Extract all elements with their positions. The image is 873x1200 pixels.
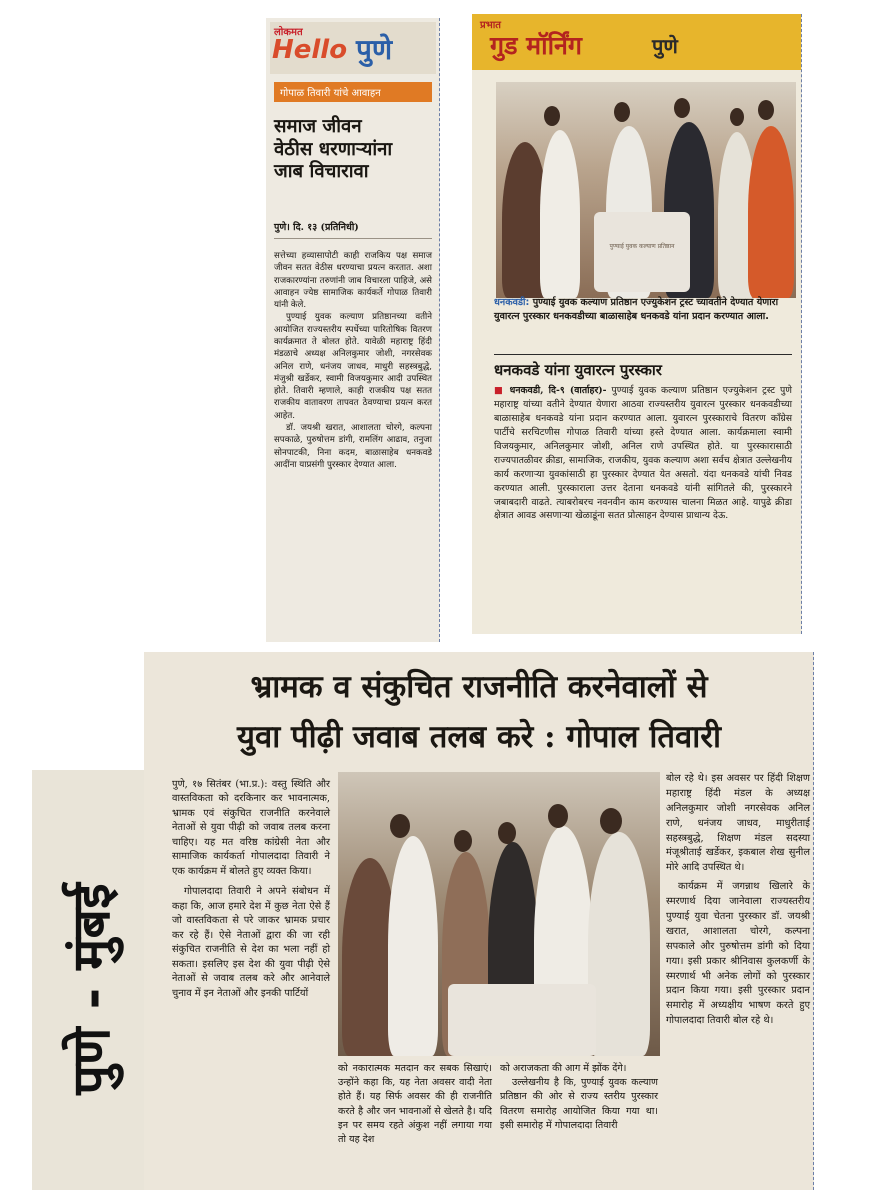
caption-text: पुण्याई युवक कल्याण प्रतिष्ठान एज्युकेशन ट्रस्ट च्यावतीने देण्यात येणारा युवारत्न पुरस्कार धनकवडीच्या बाळासाहेब धनकवडे यांना प्रदान करण्यात आला.: [494, 297, 779, 322]
caption-place: धनकवडी:: [494, 297, 530, 308]
hindi-col1-paragraph-2: गोपालदादा तिवारी ने अपने संबोधन में कहा कि, आज हमारे देश में कुछ नेता ऐसे हैं जो वास्तविकता से परे जाकर भ्रामक प्रचार कर रहे हैं। ऐसे नेताओं द्वारा की जा रही संकुचित राजनीति से देश का भला नहीं हो सकता। इसलिए इस देश की युवा पीढ़ी ऐसे नेताओं से जवाब तलब करे और आनेवाले चुनाव में इन नेताओं और इनकी पार्टियों: [172, 886, 330, 999]
prabhat-body-text: पुण्याई युवक कल्याण प्रतिष्ठान एज्युकेशन ट्रस्ट पुणे महाराष्ट्र यांच्या वतीने देण्यात येणारा आठवा राज्यस्तरीय युवारत्न पुरस्कार धनकवडीच्या बाळासाहेब धनकवडे यांना प्रदान करण्यात आला. युवारत्न पुरस्काराचे वितरण काँग्रेस पार्टीचे सरचिटणीस गोपाळ तिवारी यांच्या हस्ते देण्यात आला. कार्यक्रमाला स्वामी विजयकुमार, अनिलकुमार जोशी, अनिल राणे उपस्थित होते. या पुरस्कारासाठी राज्यपातळीवर क्रीडा, सामाजिक, राजकीय, युवक कल्याण अशा सर्वच क्षेत्रात उल्लेखनीय कार्य करणाऱ्या युवकांसाठी हा पुरस्कार देण्यात येत असतो. यंदा धनकवडे यांची निवड करण्यात आली. पुरस्काराला उत्तर देताना धनकवडे यांनी सांगितले की, पुरस्कारने जबाबदारी वाढते. त्याबरोबरच नवनवीन काम करण्यास चालना मिळत आहे. यापुढे क्रीडा क्षेत्रात आवड असणाऱ्या खेळाडूंना सतत प्रोत्साहन देण्यास प्राधान्य देऊ.: [494, 385, 792, 522]
photo-caption: [494, 296, 794, 323]
headline-line-1: समाज जीवन: [274, 116, 362, 137]
hello-wordmark: Hello: [272, 35, 348, 65]
lokmat-brand-label: लोकमत: [274, 27, 303, 38]
award-ceremony-photo: [496, 82, 796, 298]
prabhat-dateline: धनकवडी, दि-९ (वार्ताहर)-: [509, 385, 607, 396]
hindi-clipping: [144, 652, 814, 1190]
kicker-strip: [274, 82, 432, 102]
headline-line-3: जाब विचारावा: [274, 161, 369, 183]
prabhat-brand-label: प्रभात: [480, 20, 502, 31]
prabhat-clipping: [472, 14, 802, 634]
prabhat-city: पुणे: [652, 34, 678, 58]
hindi-col1-paragraph-1: पुणे, १७ सितंबर (भा.प्र.): वस्तु स्थिति और वास्तविकता को दरकिनार कर भावनात्मक, भ्रामक एवं संकुचित राजनीति करनेवाले नेताओं से युवा पीढ़ी को जवाब तलब करना चाहिए। यह मत वरिष्ठ कांग्रेसी नेता और सामाजिक कार्यकर्ता गोपालदादा तिवारी ने एक कार्यक्रम में बोलते हुए व्यक्त किया।: [172, 779, 330, 877]
hindi-col4-paragraph-2: कार्यक्रम में जगन्नाथ खिलारे के स्मरणार्थ दिया जानेवाला राज्यस्तरीय पुण्याई युवा चेतना पुरस्कार डॉ. जयश्री खरात, आशालता चोरगे, कल्पना सपकाले और पुरुषोत्तम डांगी को दिया गया। इसी प्रकार श्रीनिवास कुलकर्णी के स्मरणार्थ भी अनेक लोगों को पुरस्कार प्रदान किया गया। इसी पुरस्कार प्रदान समारोह में अध्यक्षीय भाषण करते हुए गोपालदादा तिवारी बोल रहे थे।: [666, 881, 810, 1027]
lokmat-dateline: पुणे। दि. १३ (प्रतिनिधी): [274, 222, 359, 233]
lokmat-masthead: [270, 22, 436, 74]
hindi-column-4: [666, 772, 810, 1029]
caption-rule: [494, 354, 792, 355]
hindi-headline: [144, 662, 814, 762]
headline-line-2: वेठीस धरणाऱ्यांना: [274, 138, 393, 160]
pune-wordmark: पुणे: [356, 33, 393, 66]
hindi-col3-paragraph-2: उल्लेखनीय है कि, पुण्याई युवक कल्याण प्रतिष्ठान की ओर से राज्य स्तरीय पुरस्कार वितरण समारोह आयोजित किया गया था। इसी समारोह में गोपालदादा तिवारी: [500, 1077, 658, 1131]
prabhat-body: [494, 384, 792, 523]
hindi-column-2: को नकारात्मक मतदान कर सबक सिखाएं। उन्होंने कहा कि, यह नेता अवसर वादी नेता होते हैं। यह सिर्फ अवसर की ही राजनीति करते है और जन भावनाओं से खेलते है। यदि इन पर समय रहते अंकुश नहीं लगाया गया तो यह देश: [338, 1063, 492, 1145]
hindi-ceremony-photo: [338, 772, 660, 1056]
photo-banner-text: पुण्याई युवक कल्याण प्रतिष्ठान: [609, 243, 675, 250]
prabhat-masthead: [472, 14, 802, 70]
hindi-headline-line-1: भ्रामक व संकुचित राजनीति करनेवालों से: [250, 669, 708, 705]
side-label-pune-mumbai: पुणे - मुंबई: [61, 883, 122, 1095]
hindi-side-label-strip: [32, 770, 144, 1190]
kicker-text: गोपाळ तिवारी यांचे आवाहन: [280, 88, 381, 99]
hindi-headline-line-2: युवा पीढ़ी जवाब तलब करे : गोपाल तिवारी: [236, 719, 721, 756]
hindi-col4-paragraph-1: बोल रहे थे। इस अवसर पर हिंदी शिक्षण महाराष्ट्र हिंदी मंडल के अध्यक्ष अनिलकुमार जोशी नगरसेवक अनिल राणे, धनंजय जाधव, माधुरीताई सहस्त्रबुद्धे, शिक्षण मंडल सदस्या मंजूश्रीताई खर्डेकर, इकबाल शेख सुनील मोरे आदि उपस्थित थे।: [666, 773, 810, 874]
dateline-rule: [274, 238, 432, 239]
good-morning-title: गुड मॉर्निंग: [490, 31, 583, 60]
lokmat-clipping: [266, 18, 440, 642]
hindi-column-3: [500, 1062, 658, 1133]
lokmat-headline: [274, 116, 438, 184]
lokmat-body: [274, 250, 432, 471]
bullet-marker: ■: [494, 385, 505, 396]
lokmat-paragraph-2: पुण्याई युवक कल्याण प्रतिष्ठानच्या वतीने आयोजित राज्यस्तरीय स्पर्धेच्या पारितोषिक वितरण कार्यक्रमात ते बोलत होते. यावेळी महाराष्ट्र हिंदी मंडळाचे अध्यक्ष अनिलकुमार जोशी, नगरसेवक अनिल राणे, धनंजय जाधव, माधुरी सहस्त्रबुद्धे, मंजुश्री खर्डेकर, स्वामी विजयकुमार आदी उपस्थित होते. तिवारी म्हणाले, काही राजकीय पक्ष सतत राजकीय वातावरण तापवत ठेवण्याचा प्रयत्न करत आहेत.: [274, 312, 432, 421]
lokmat-paragraph-1: सत्तेच्या हव्यासापोटी काही राजकिय पक्ष समाज जीवन सतत वेठीस धरण्याचा प्रयत्न करतात. अशा राजकारण्यांना तरुणांनी जाब विचारला पाहिजे, असे आवाहन ज्येष्ठ सामाजिक कार्यकर्ते गोपाळ तिवारी यांनी केले.: [274, 251, 432, 311]
lokmat-paragraph-3: डॉ. जयश्री खरात, आशालता चोरगे, कल्पना सपकाळे, पुरुषोत्तम डांगी, रामलिंग आढाव, तनुजा सोनपाटकी, निना कदम, बाळासाहेब धनकवडे आदींना याप्रसंगी पुरस्कार देण्यात आला.: [274, 422, 432, 470]
hindi-col3-paragraph-1: को अराजकता की आग में झोंक देंगे।: [500, 1063, 627, 1074]
prabhat-headline: धनकवडे यांना युवारत्न पुरस्कार: [494, 361, 662, 379]
hindi-column-1: [172, 778, 330, 1001]
